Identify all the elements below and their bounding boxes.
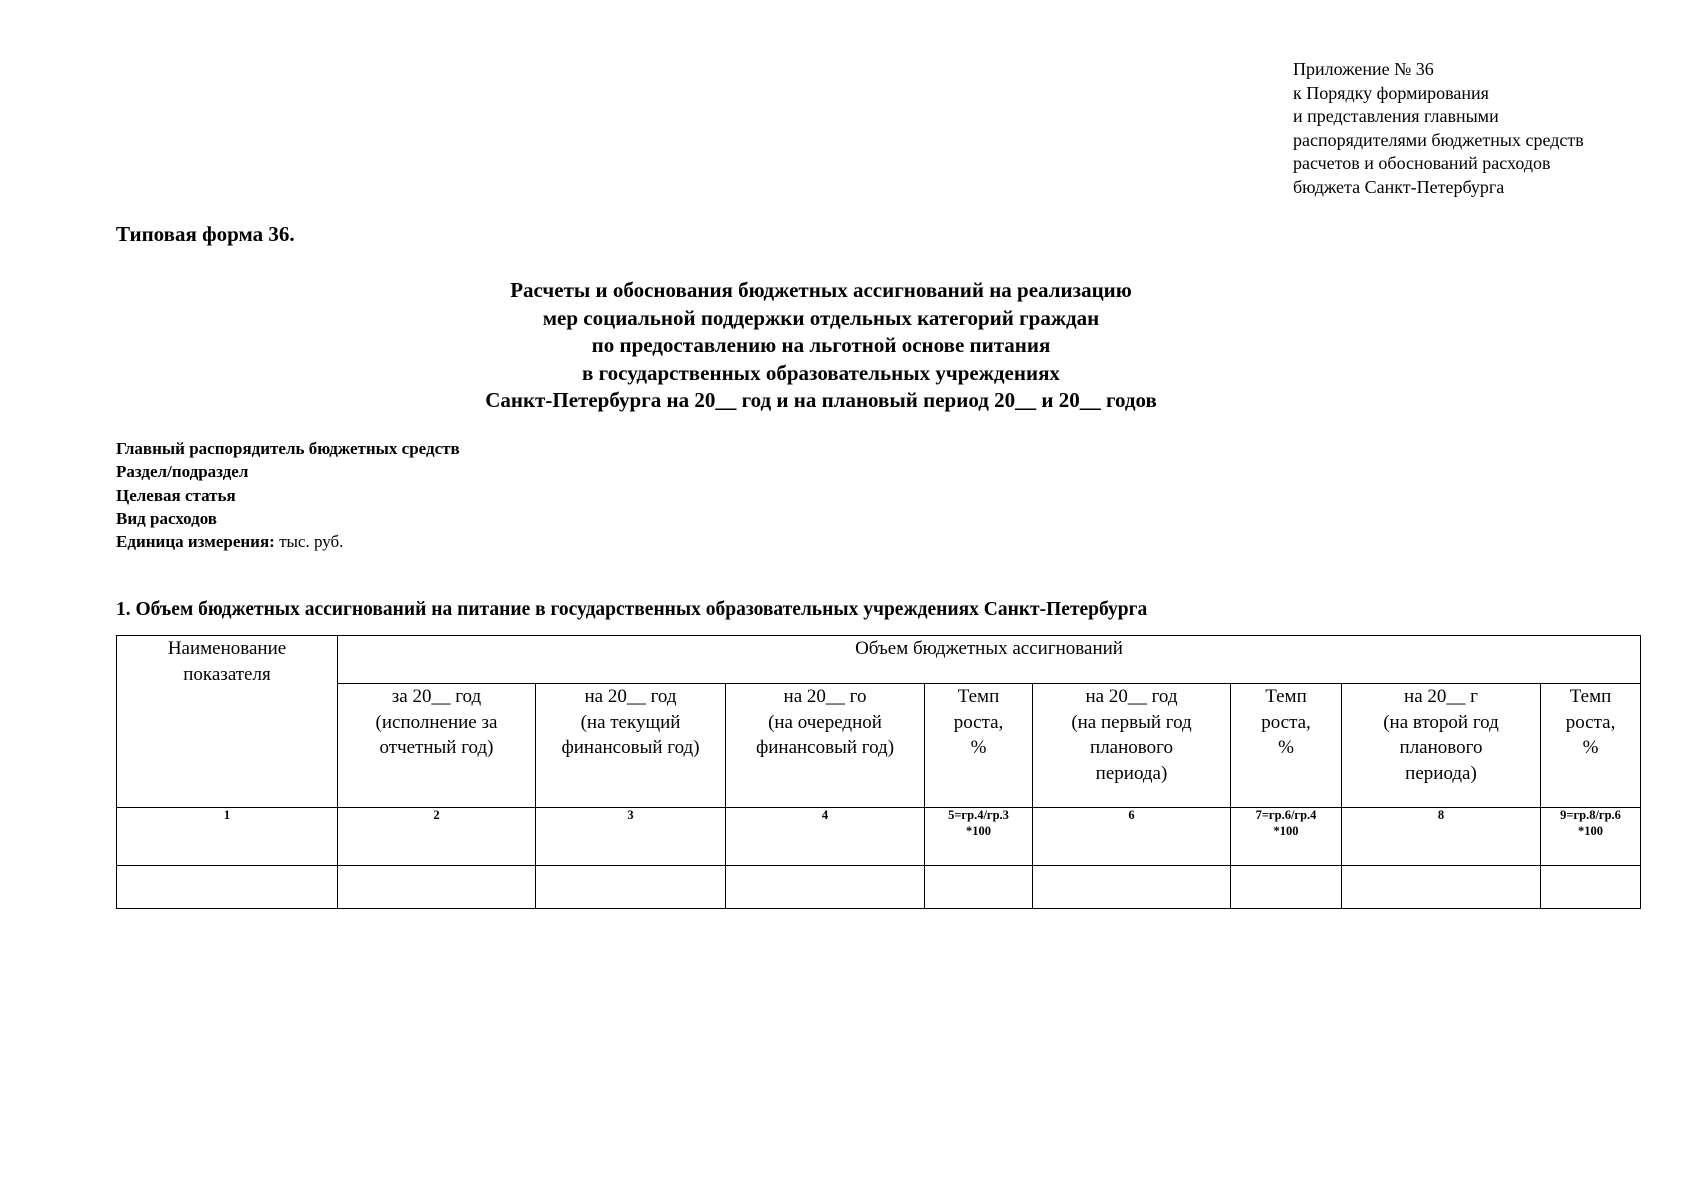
subheader-line: на 20__ год (1085, 686, 1178, 707)
subheader-line: за 20__ год (391, 686, 482, 707)
meta-unit (116, 530, 460, 553)
column-number-row (117, 808, 1641, 866)
subheader-cell (338, 684, 536, 808)
subheader-line: % (970, 737, 987, 758)
subheader-line: % (1278, 737, 1294, 758)
subheader-line: Темп (1569, 686, 1612, 707)
data-cell (117, 866, 338, 909)
subheader-cell (1231, 684, 1342, 808)
form-label: Типовая форма 36. (116, 222, 295, 246)
document-title (116, 277, 1526, 415)
appendix-line: Приложение № 36 (1293, 59, 1434, 79)
subheader-line: (исполнение за (375, 711, 498, 733)
column-formula-line: *100 (966, 823, 991, 838)
data-cell (1541, 866, 1641, 909)
header-line: показателя (183, 663, 271, 685)
appendix-line: к Порядку формирования (1293, 82, 1489, 103)
form-metadata (116, 437, 460, 553)
subheader-cell (726, 684, 925, 808)
data-cell (925, 866, 1033, 909)
appendix-note (1293, 58, 1584, 199)
column-formula-line: 5=гр.4/гр.3 (948, 808, 1009, 822)
subheader-line: Темп (1265, 686, 1307, 707)
data-cell (1033, 866, 1231, 909)
column-formula-line: 9=гр.8/гр.6 (1560, 808, 1621, 822)
subheader-line: отчетный год) (379, 737, 494, 758)
subheader-cell (1033, 684, 1231, 808)
subheader-line: на 20__ г (1404, 686, 1478, 707)
meta-unit-value: тыс. руб. (274, 532, 344, 552)
subheader-line: роста, (1565, 711, 1616, 733)
appendix-line: и представления главными (1293, 106, 1499, 126)
column-number: 8 (1437, 808, 1445, 822)
subheader-line: на 20__ год (584, 686, 677, 707)
data-row (117, 866, 1641, 909)
subheader-line: (на первый год (1071, 711, 1192, 733)
subheader-line: (на текущий (580, 711, 681, 733)
subheader-line: финансовый год) (755, 737, 895, 758)
subheader-line: Темп (957, 686, 1000, 707)
data-cell (1231, 866, 1342, 909)
subheader-line: (на второй год (1383, 711, 1499, 733)
volume-header-cell: Объем бюджетных ассигнований (338, 636, 1641, 684)
subheader-line: на 20__ го (783, 686, 867, 707)
subheader-line: планового (1090, 737, 1173, 758)
data-cell (338, 866, 536, 909)
column-number-cell (925, 808, 1033, 866)
column-number-cell (117, 808, 338, 866)
subheader-row (117, 684, 1641, 808)
subheader-line: % (1582, 737, 1599, 758)
title-line: Расчеты и обоснования бюджетных ассигнований на реализацию (510, 278, 1132, 302)
subheader-line: роста, (953, 711, 1004, 733)
title-line: Санкт-Петербурга на 20__ год и на плановый период 20__ и 20__ годов (485, 388, 1157, 412)
subheader-line: периода) (1405, 762, 1477, 784)
appendix-line: распорядителями бюджетных средств (1293, 129, 1584, 150)
meta-manager: Главный распорядитель бюджетных средств (116, 439, 460, 458)
header-line: Наименование (167, 638, 287, 659)
column-number-cell (726, 808, 925, 866)
meta-unit-label: Единица измерения: (116, 532, 275, 552)
allocation-table (116, 635, 1641, 909)
subheader-line: роста, (1261, 711, 1311, 733)
column-number-cell (1342, 808, 1541, 866)
column-number-cell (338, 808, 536, 866)
title-line: в государственных образовательных учреждениях (582, 360, 1060, 385)
column-number: 1 (223, 808, 231, 822)
column-number-cell (1231, 808, 1342, 866)
title-line: по предоставлению на льготной основе питания (591, 333, 1051, 357)
column-number: 4 (821, 808, 829, 822)
meta-target-article: Целевая статья (116, 485, 236, 505)
data-cell (726, 866, 925, 909)
subheader-line: периода) (1095, 762, 1168, 784)
column-number-cell (1033, 808, 1231, 866)
column-number: 3 (627, 808, 634, 822)
data-cell (1342, 866, 1541, 909)
subheader-line: (на очередной (768, 711, 882, 733)
subheader-cell (536, 684, 726, 808)
column-formula-line: 7=гр.6/гр.4 (1255, 808, 1317, 822)
data-cell (536, 866, 726, 909)
meta-expense-type: Вид расходов (116, 508, 217, 528)
appendix-line: бюджета Санкт-Петербурга (1293, 176, 1505, 197)
column-number: 6 (1128, 808, 1135, 822)
column-number-cell (1541, 808, 1641, 866)
indicator-header-cell (117, 636, 338, 808)
subheader-cell (925, 684, 1033, 808)
subheader-line: планового (1399, 737, 1483, 758)
meta-section: Раздел/подраздел (116, 462, 249, 482)
subheader-cell (1342, 684, 1541, 808)
subheader-line: финансовый год) (561, 737, 700, 758)
appendix-line: расчетов и обоснований расходов (1293, 153, 1551, 173)
column-formula-line: *100 (1273, 823, 1299, 838)
column-formula-line: *100 (1578, 823, 1604, 838)
column-number: 2 (433, 808, 440, 822)
header-row (117, 636, 1641, 684)
column-number-cell (536, 808, 726, 866)
title-line: мер социальной поддержки отдельных категорий граждан (542, 305, 1100, 330)
section-title: 1. Объем бюджетных ассигнований на питание в государственных образовательных учреждениях Санкт-Петербурга (116, 599, 1148, 620)
subheader-cell (1541, 684, 1641, 808)
